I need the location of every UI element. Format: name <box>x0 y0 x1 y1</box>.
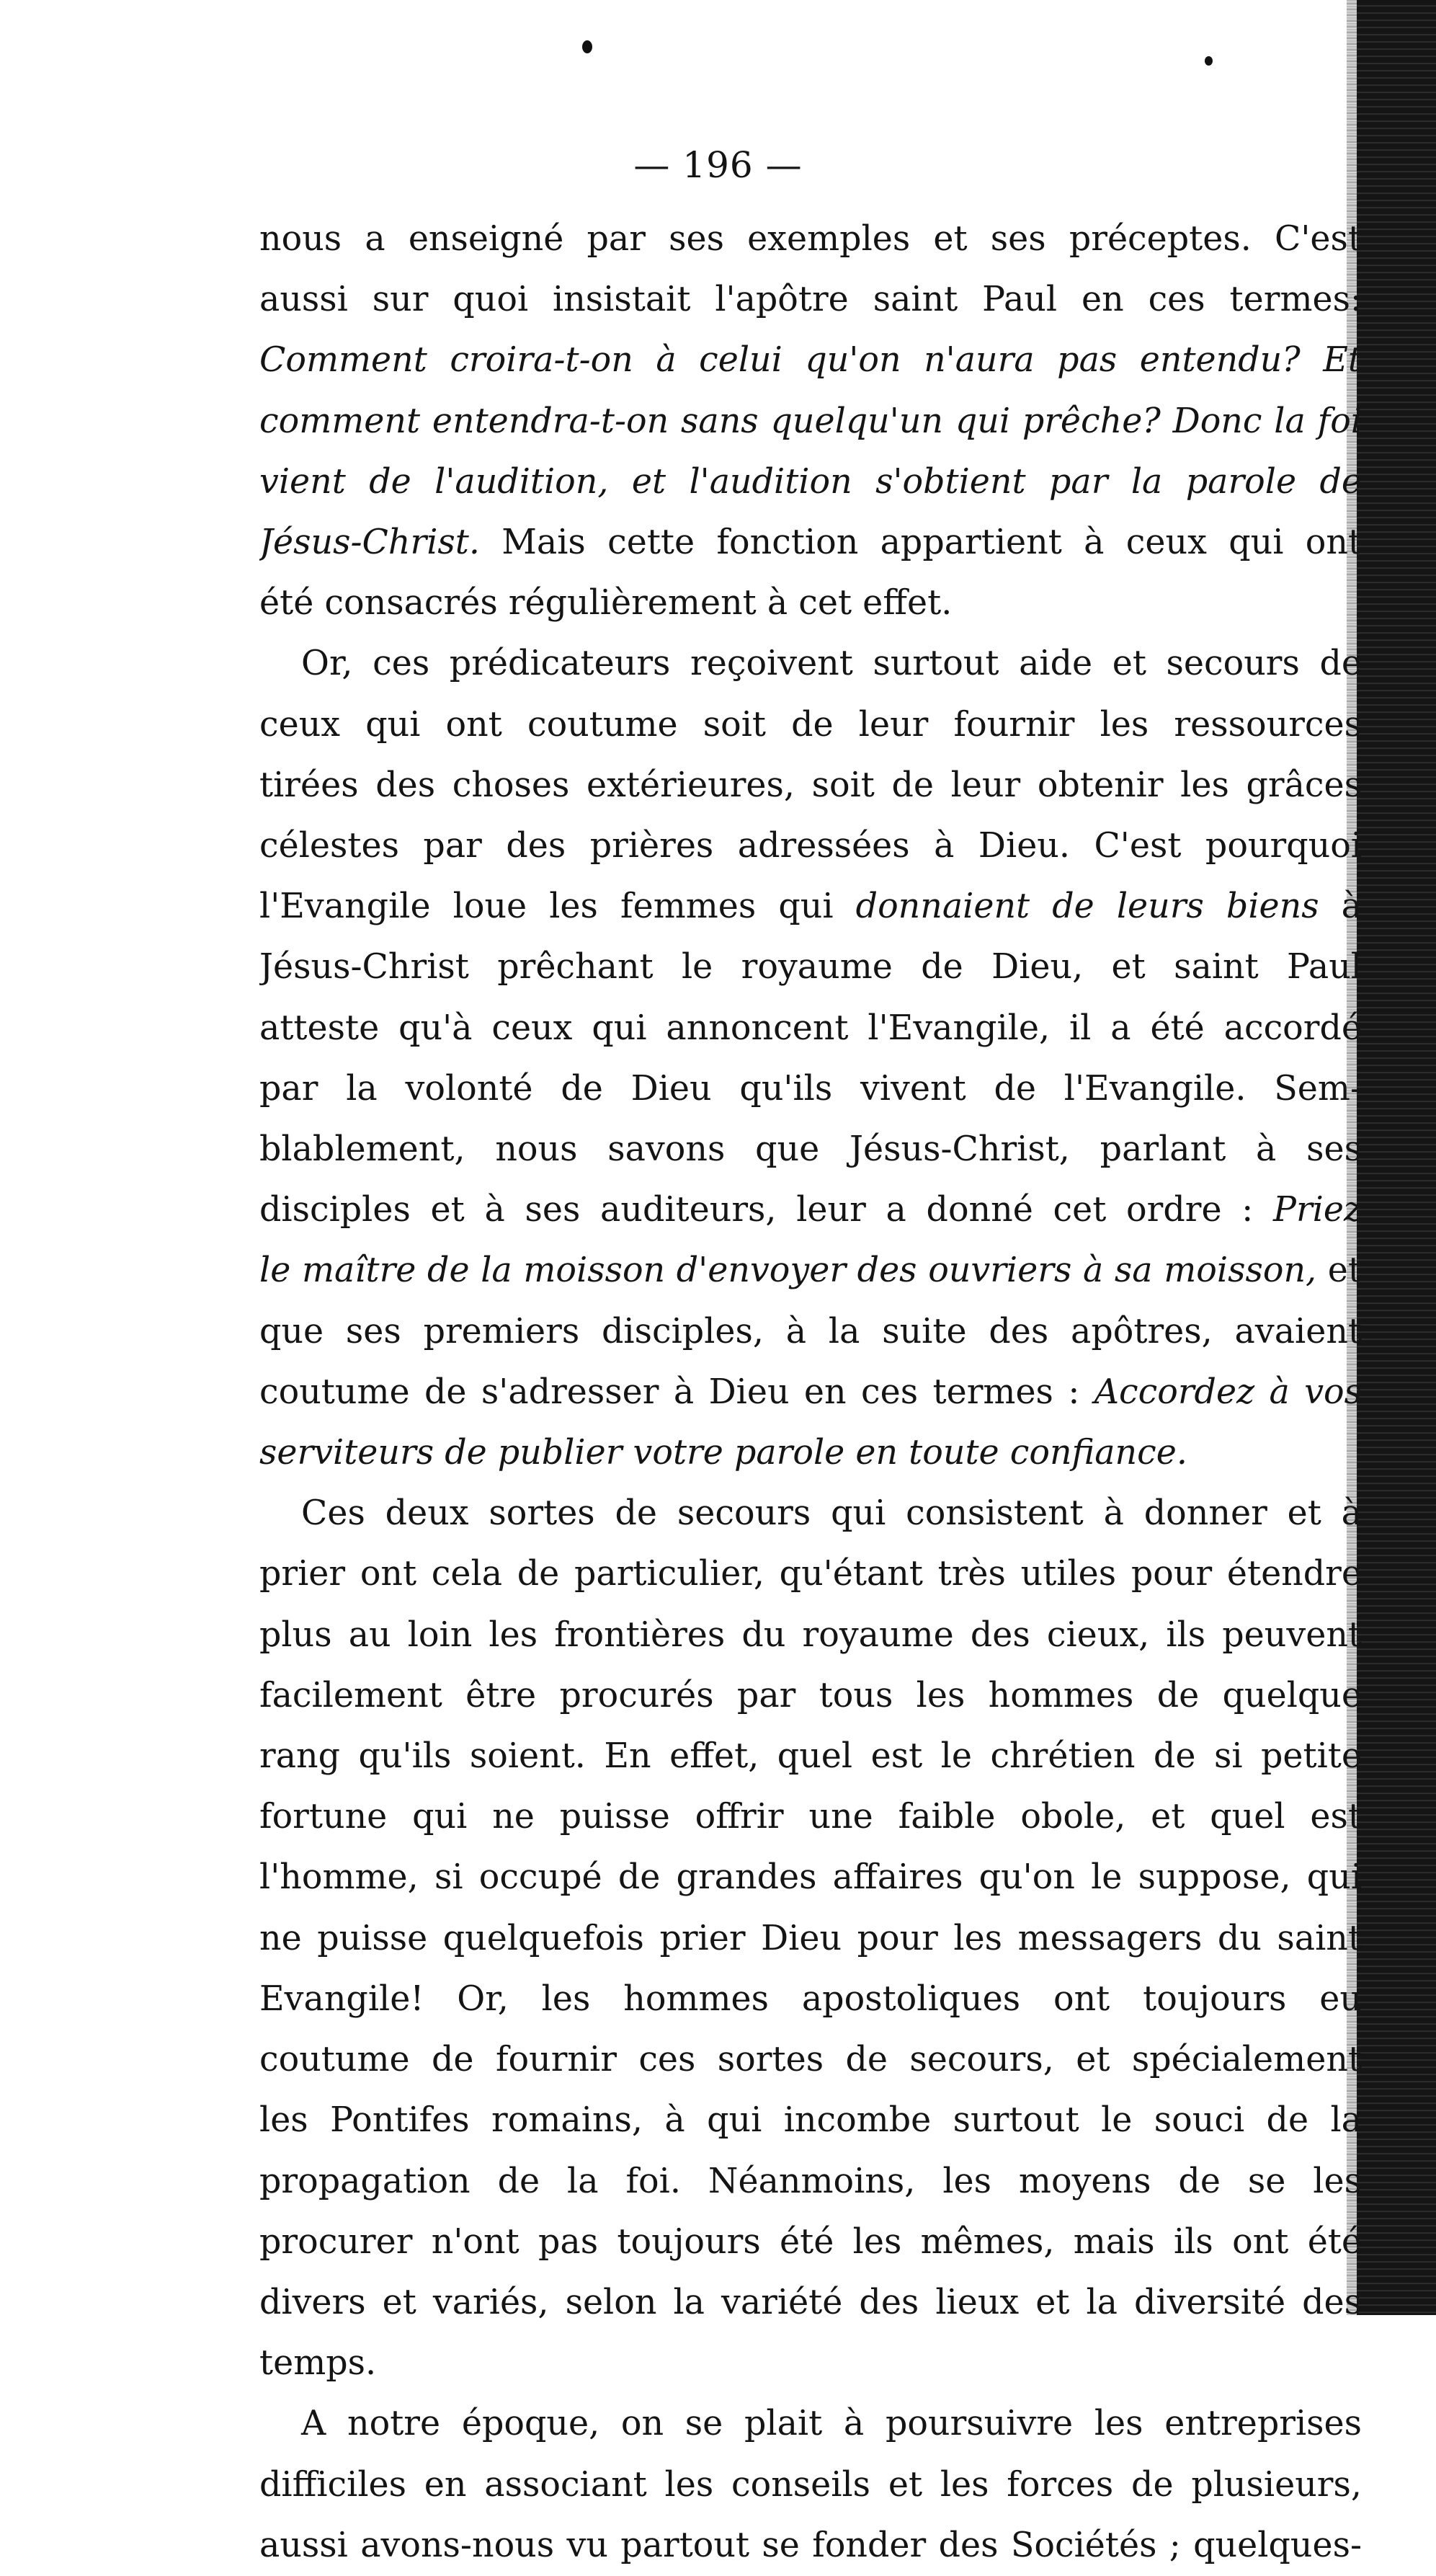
text-line <box>259 1483 1362 1544</box>
page-edge-shadow <box>1357 0 1436 2315</box>
italic-text: comment entendra-t-on sans quelqu'un qui prêche? Donc la foi <box>259 401 1362 441</box>
text-line <box>259 2394 1362 2454</box>
text-line <box>259 2151 1362 2212</box>
ink-speck <box>1205 56 1213 66</box>
italic-text: donnaient de leurs biens <box>855 887 1319 927</box>
text-segment: aussi sur quoi insistait l'apôtre saint Paul en ces termes: <box>259 280 1362 320</box>
text-line <box>259 573 1362 634</box>
text-line <box>259 2212 1362 2273</box>
text-segment: et <box>1316 1251 1362 1291</box>
text-line <box>259 1240 1362 1301</box>
italic-text: Comment croira-t-on à celui qu'on n'aura pas entendu? Et <box>259 340 1362 381</box>
text-segment: temps. <box>259 2343 377 2384</box>
text-segment: à <box>1319 887 1362 927</box>
text-segment: Mais cette fonction appartient à ceux qui ont <box>479 523 1362 563</box>
italic-text: le maître de la moisson d'envoyer des ouvriers à sa moisson, <box>259 1251 1317 1291</box>
text-line <box>259 512 1362 573</box>
text-line <box>259 2273 1362 2333</box>
text-line <box>259 937 1362 998</box>
text-segment: A notre époque, on se plait à poursuivre les entreprises <box>301 2404 1362 2444</box>
page-number: — 196 — <box>633 144 803 186</box>
text-line <box>259 1847 1362 1908</box>
text-segment: rang qu'ils soient. En effet, quel est le chrétien de si petite <box>259 1736 1362 1777</box>
text-segment: tirées des choses extérieures, soit de leur obtenir les grâces <box>259 765 1362 805</box>
text-segment: été consacrés régulièrement à cet effet. <box>259 583 953 623</box>
text-segment: difficiles en associant les conseils et les forces de plusieurs, <box>259 2464 1362 2505</box>
text-segment: les Pontifes romains, à qui incombe surtout le souci de la <box>259 2100 1362 2141</box>
text-segment: célestes par des prières adressées à Dieu. C'est pourquoi <box>259 826 1362 866</box>
text-line <box>259 634 1362 694</box>
text-line <box>259 1666 1362 1726</box>
text-line <box>259 876 1362 937</box>
text-line <box>259 270 1362 330</box>
text-segment: plus au loin les frontières du royaume des cieux, ils peuvent <box>259 1615 1362 1655</box>
italic-text: Priez <box>1273 1190 1362 1230</box>
text-line <box>259 998 1362 1059</box>
text-line <box>259 2090 1362 2151</box>
italic-text: Jésus-Christ. <box>259 523 480 563</box>
text-line <box>259 1787 1362 1847</box>
text-line <box>259 1180 1362 1240</box>
text-segment: propagation de la foi. Néanmoins, les moyens de se les <box>259 2161 1362 2201</box>
text-line <box>259 330 1362 391</box>
text-segment: divers et variés, selon la variété des lieux et la diversité des <box>259 2282 1362 2322</box>
text-segment: l'Evangile loue les femmes qui <box>259 887 856 927</box>
text-line <box>259 755 1362 816</box>
text-segment: atteste qu'à ceux qui annoncent l'Evangile, il a été accordé <box>259 1008 1362 1048</box>
text-line <box>259 1969 1362 2030</box>
text-segment: procurer n'ont pas toujours été les mêmes, mais ils ont été <box>259 2221 1362 2262</box>
text-line <box>259 2455 1362 2515</box>
text-line <box>259 209 1362 270</box>
text-segment: blablement, nous savons que Jésus-Christ, parlant à ses <box>259 1129 1362 1170</box>
text-line <box>259 1726 1362 1787</box>
text-segment: coutume de s'adresser à Dieu en ces termes : <box>259 1372 1094 1412</box>
italic-text: serviteurs de publier votre parole en toute confiance. <box>259 1433 1187 1473</box>
text-segment: disciples et à ses auditeurs, leur a donné cet ordre : <box>259 1190 1273 1230</box>
text-line <box>259 391 1362 452</box>
ink-speck <box>582 40 592 53</box>
text-segment: par la volonté de Dieu qu'ils vivent de l'Evangile. Sem- <box>259 1068 1362 1109</box>
text-segment: ne puisse quelquefois prier Dieu pour les messagers du saint <box>259 1918 1362 1958</box>
text-segment: nous a enseigné par ses exemples et ses préceptes. C'est <box>259 219 1362 259</box>
text-line <box>259 1423 1362 1483</box>
text-line <box>259 1059 1362 1119</box>
body-text <box>259 209 1362 2576</box>
italic-text: Accordez à vos <box>1094 1372 1362 1412</box>
text-line <box>259 695 1362 755</box>
text-line <box>259 1302 1362 1362</box>
text-line <box>259 1909 1362 1969</box>
text-segment: que ses premiers disciples, à la suite des apôtres, avaient <box>259 1311 1362 1351</box>
text-line <box>259 2333 1362 2394</box>
text-segment: coutume de fournir ces sortes de secours, et spécialement <box>259 2040 1362 2080</box>
text-segment: Or, ces prédicateurs reçoivent surtout aide et secours de <box>301 644 1362 684</box>
text-line <box>259 2030 1362 2090</box>
text-segment: facilement être procurés par tous les hommes de quelque <box>259 1675 1362 1715</box>
text-segment: ceux qui ont coutume soit de leur fournir les ressources <box>259 704 1362 745</box>
text-line <box>259 1362 1362 1423</box>
text-segment: Jésus-Christ prêchant le royaume de Dieu, et saint Paul <box>259 947 1362 987</box>
text-segment: aussi avons-nous vu partout se fonder des Sociétés ; quelques- <box>259 2525 1362 2565</box>
text-segment: fortune qui ne puisse offrir une faible obole, et quel est <box>259 1797 1362 1837</box>
text-line <box>259 1119 1362 1180</box>
text-segment: Ces deux sortes de secours qui consistent à donner et à <box>301 1493 1362 1534</box>
text-segment: prier ont cela de particulier, qu'étant très utiles pour étendre <box>259 1554 1362 1594</box>
text-line <box>259 452 1362 512</box>
text-line <box>259 1605 1362 1666</box>
text-segment: l'homme, si occupé de grandes affaires qu'on le suppose, qui <box>259 1857 1362 1898</box>
text-line <box>259 816 1362 876</box>
italic-text: vient de l'audition, et l'audition s'obtient par la parole de <box>259 461 1362 502</box>
text-segment: Evangile! Or, les hommes apostoliques ont toujours eu <box>259 1978 1362 2019</box>
text-line <box>259 2515 1362 2576</box>
text-line <box>259 1544 1362 1604</box>
